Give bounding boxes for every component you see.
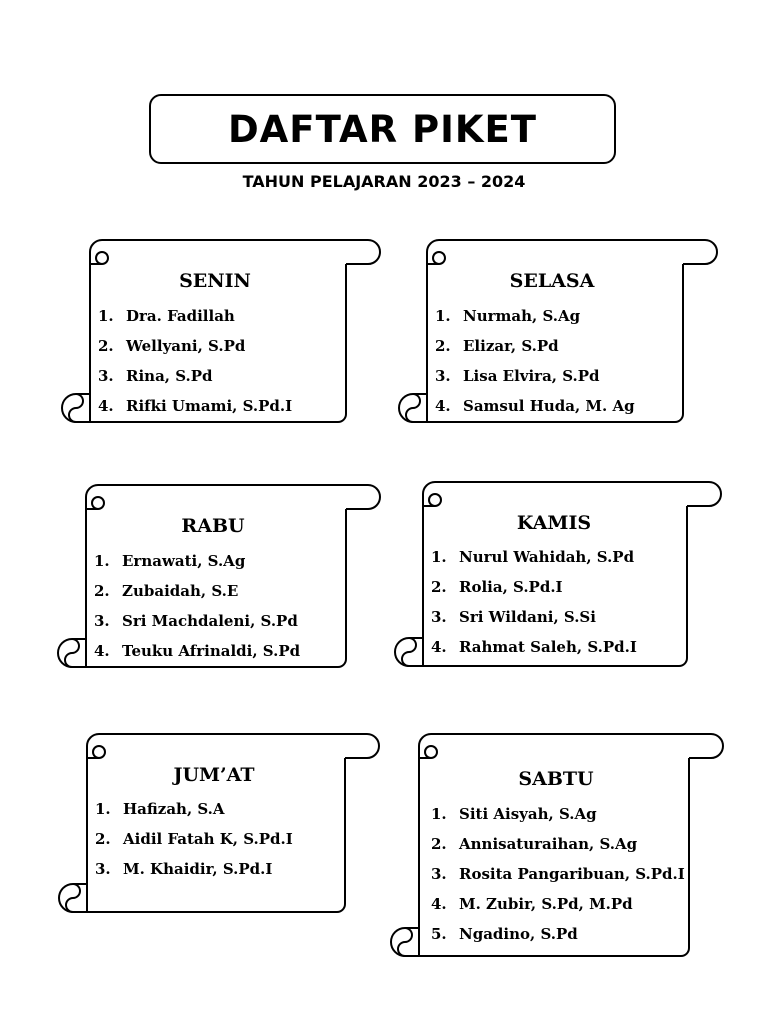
list-item: 2. Aidil Fatah K, S.Pd.I (95, 830, 293, 848)
member-list-selasa (435, 301, 635, 421)
day-title-jumat: JUM’AT (173, 764, 255, 786)
day-title-sabtu: SABTU (518, 768, 594, 790)
list-item: 2. Zubaidah, S.E (94, 582, 239, 600)
day-title-kamis: KAMIS (516, 512, 592, 534)
list-item: 2. Annisaturaihan, S.Ag (431, 835, 638, 853)
list-item: 4. Samsul Huda, M. Ag (435, 397, 635, 415)
scroll-card-rabu (56, 481, 380, 681)
scroll-card-senin (60, 236, 380, 436)
day-title-selasa: SELASA (509, 270, 595, 292)
page-subtitle: TAHUN PELAJARAN 2023 – 2024 (242, 172, 526, 191)
member-list-rabu (94, 546, 300, 666)
list-item: 1. Ernawati, S.Ag (94, 552, 246, 570)
list-item: 1. Hafizah, S.A (95, 800, 225, 818)
list-item: 1. Siti Aisyah, S.Ag (431, 805, 597, 823)
list-item: 3. Sri Machdaleni, S.Pd (94, 612, 298, 630)
day-title-rabu: RABU (181, 515, 245, 537)
list-item: 5. Ngadino, S.Pd (431, 925, 578, 943)
list-item: 3. Rina, S.Pd (98, 367, 213, 385)
page-title: DAFTAR PIKET (227, 107, 538, 151)
list-item: 4. M. Zubir, S.Pd, M.Pd (431, 895, 633, 913)
list-item: 4. Teuku Afrinaldi, S.Pd (94, 642, 301, 660)
list-item: 2. Rolia, S.Pd.I (431, 578, 563, 596)
scroll-card-kamis (393, 478, 721, 680)
scroll-card-selasa (397, 236, 717, 436)
scroll-card-jumat (57, 730, 379, 926)
list-item: 1. Nurul Wahidah, S.Pd (431, 548, 635, 566)
day-title-senin: SENIN (179, 270, 251, 292)
list-item: 3. M. Khaidir, S.Pd.I (95, 860, 273, 878)
member-list-sabtu (431, 799, 685, 949)
list-item: 2. Wellyani, S.Pd (98, 337, 246, 355)
list-item: 3. Sri Wildani, S.Si (431, 608, 596, 626)
list-item: 4. Rifki Umami, S.Pd.I (98, 397, 293, 415)
member-list-jumat (95, 794, 293, 884)
list-item: 4. Rahmat Saleh, S.Pd.I (431, 638, 637, 656)
title-box (149, 94, 616, 164)
list-item: 2. Elizar, S.Pd (435, 337, 559, 355)
member-list-senin (98, 301, 292, 421)
member-list-kamis (431, 542, 637, 662)
scroll-card-sabtu (389, 730, 723, 970)
list-item: 1. Nurmah, S.Ag (435, 307, 581, 325)
list-item: 3. Lisa Elvira, S.Pd (435, 367, 600, 385)
list-item: 1. Dra. Fadillah (98, 307, 235, 325)
list-item: 3. Rosita Pangaribuan, S.Pd.I (431, 865, 685, 883)
